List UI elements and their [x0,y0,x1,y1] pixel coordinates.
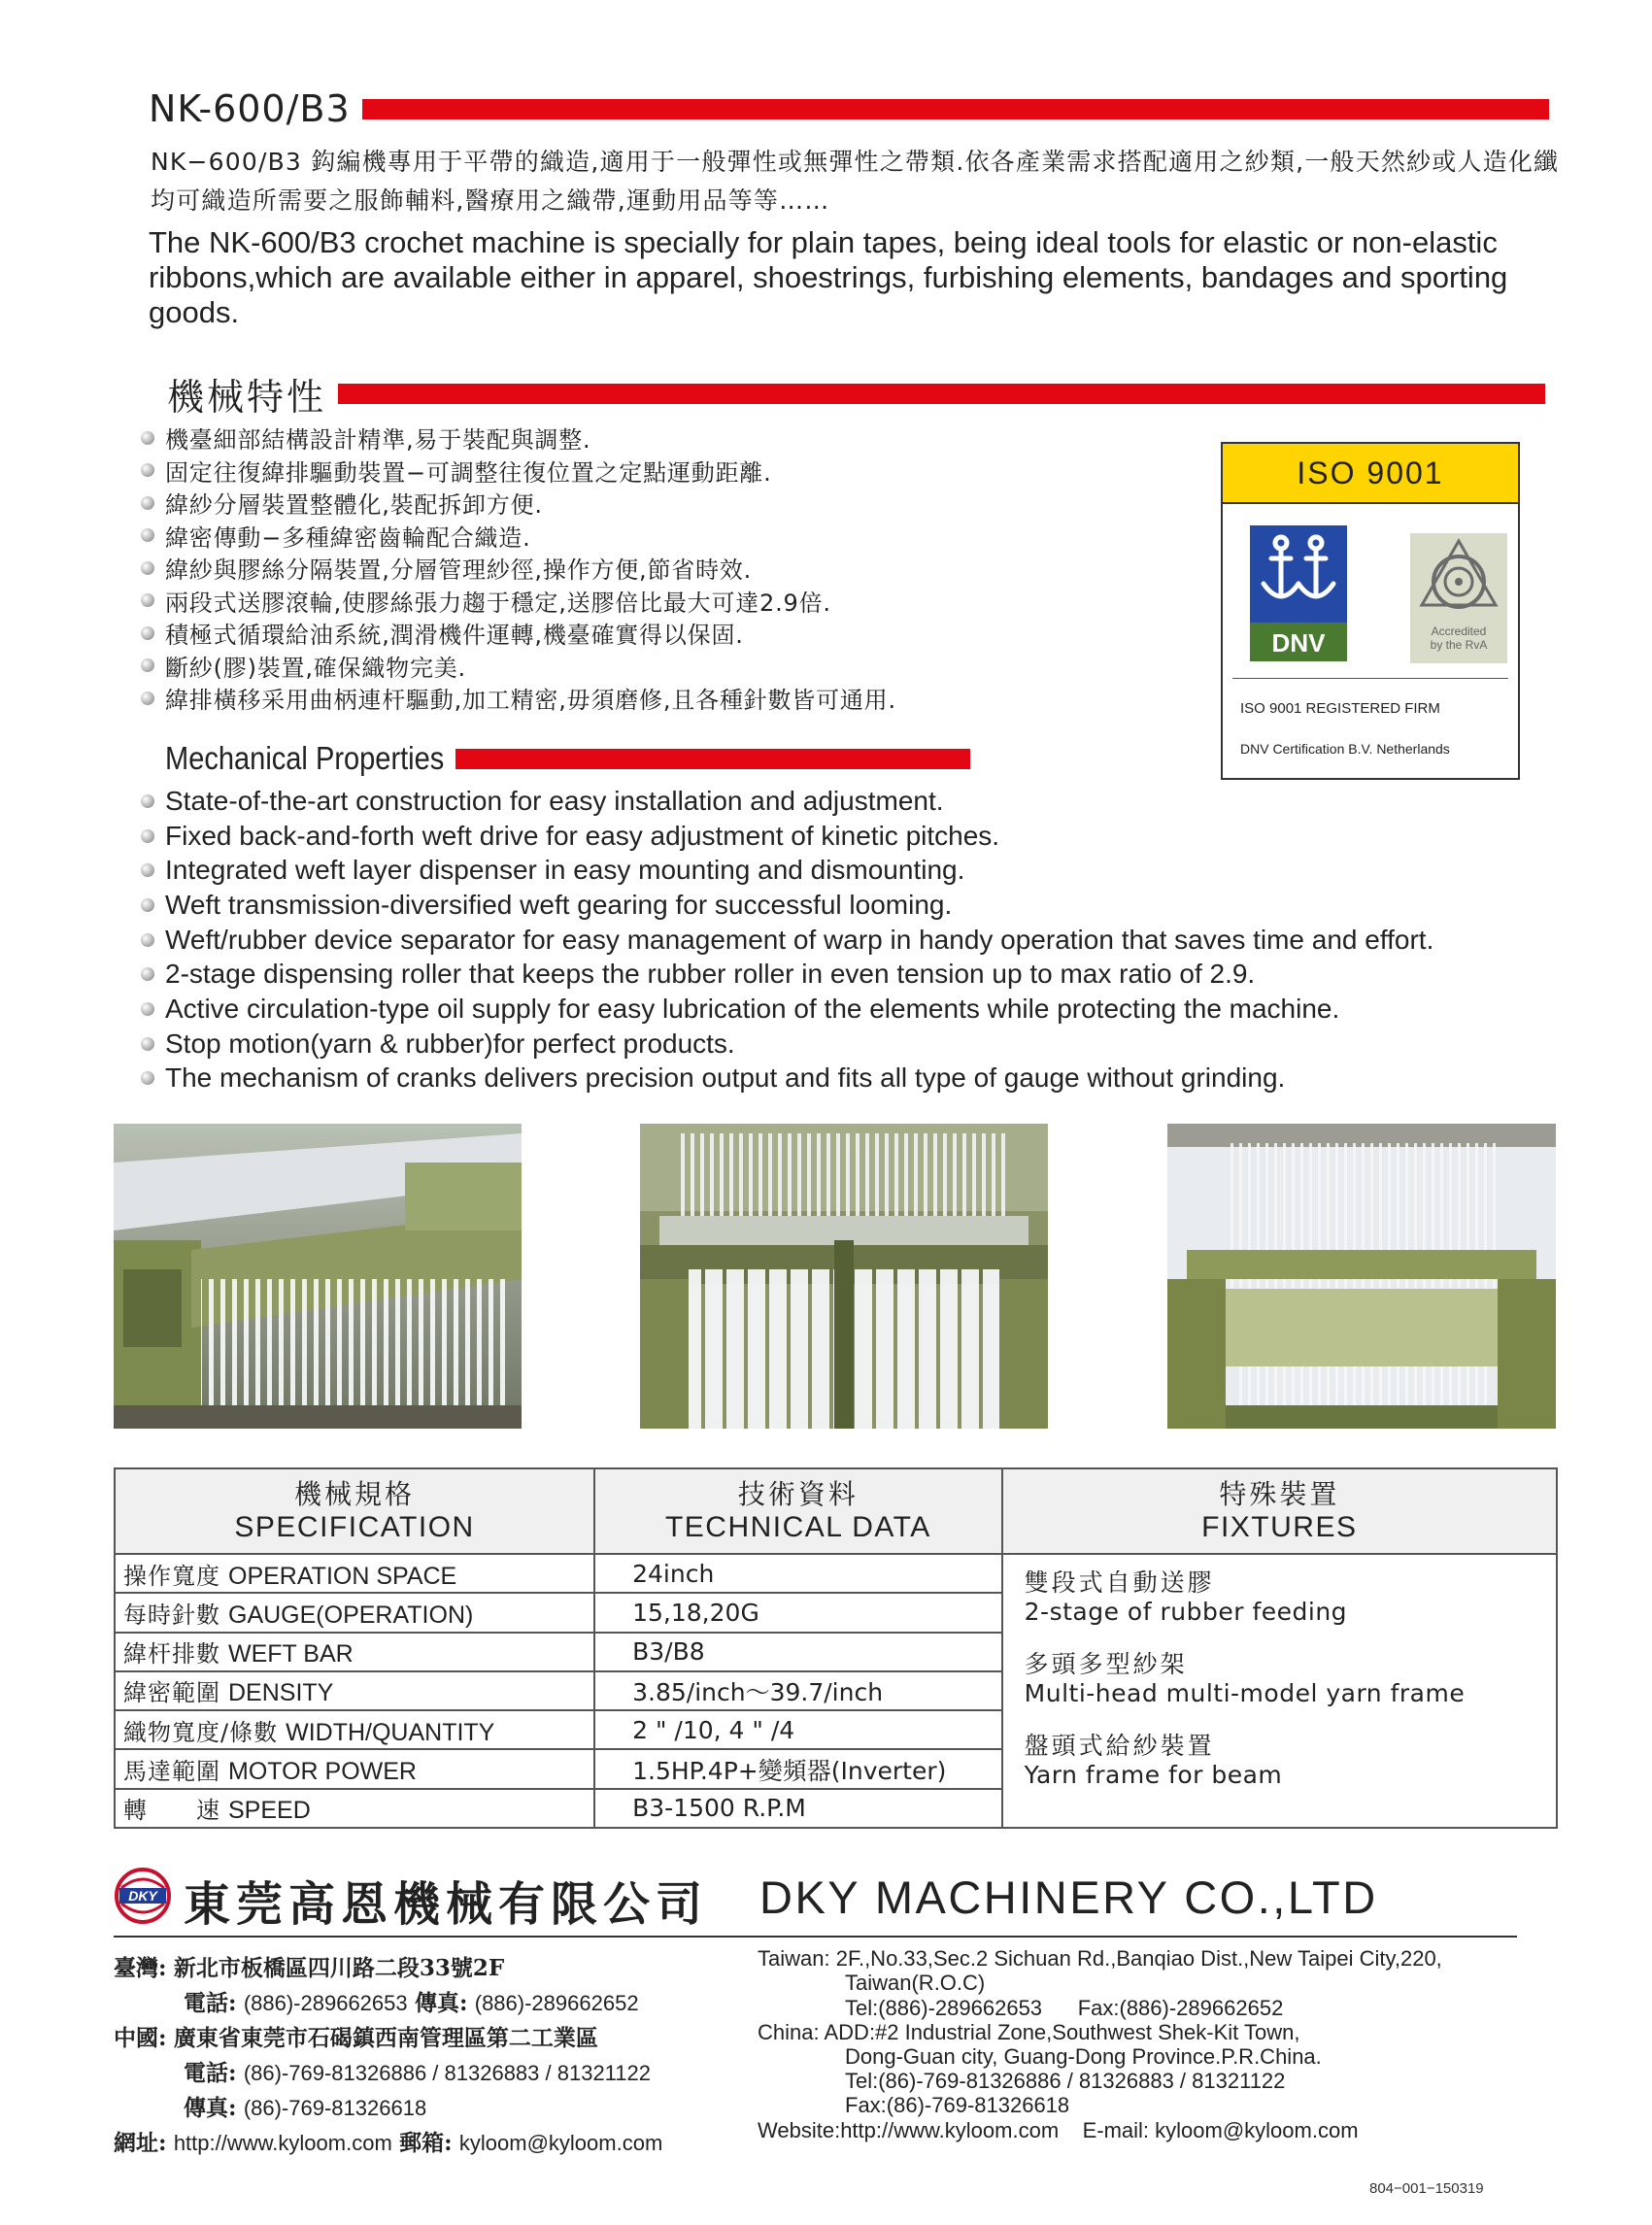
machine-photo-2 [640,1124,1048,1429]
bullet-icon [141,967,154,981]
features-zh-header [167,367,1545,421]
company-name-en: DKY MACHINERY CO.,LTD [759,1871,1378,1923]
features-zh-list [141,421,896,715]
spec-value: 15,18,20G [594,1593,1002,1632]
address-zh-china-phone: 電話: (86)-769-81326886 / 81326883 / 81321122 [184,2060,651,2086]
address-zh-china-fax: 傳真: (86)-769-81326618 [184,2095,427,2121]
address-en-taiwan-2: Taiwan(R.O.C) [845,1971,986,1995]
description-en: The NK-600/B3 crochet machine is specially for plain tapes, being ideal tools for elastic or non-elastic ribbons,which are available either in apparel, shoestrings, furbishing elements, bandages and sporting goods. [149,225,1508,329]
list-item: 積極式循環給油系統,潤滑機件運轉,機臺確實得以保固. [141,617,896,650]
list-item: Weft transmission-diversified weft gearing for successful looming. [141,888,1433,923]
spec-value: B3-1500 R.P.M [594,1789,1002,1828]
address-en-taiwan-phone: Tel:(886)-289662653 Fax:(886)-289662652 [845,1996,1284,2020]
title-accent-bar [362,99,1549,119]
machine-photo-1-image [114,1124,522,1429]
list-item: 兩段式送膠滾輪,使膠絲張力趨于穩定,送膠倍比最大可達2.9倍. [141,585,896,618]
bullet-icon [141,561,154,575]
spec-label: 操作寬度 OPERATION SPACE [115,1554,594,1593]
bullet-icon [141,658,154,672]
spec-value: 1.5HP.4P+變頻器(Inverter) [594,1749,1002,1788]
spec-value: B3/B8 [594,1633,1002,1671]
page-title: NK-600/B3 [149,87,351,130]
spec-value: 2 " /10, 4 " /4 [594,1710,1002,1749]
spec-value: 24inch [594,1554,1002,1593]
bullet-icon [141,829,154,843]
list-item: 斷紗(膠)裝置,確保織物完美. [141,650,896,683]
fixtures-cell [1002,1554,1557,1828]
bullet-icon [141,528,154,542]
list-item: 2-stage dispensing roller that keeps the rubber roller in even tension up to max ratio of 2.9. [141,957,1433,992]
address-zh-china: 中國: 廣東省東莞市石碣鎮西南管理區第二工業區 [114,2025,598,2051]
list-item: Active circulation-type oil supply for easy lubrication of the elements while protecting the machine. [141,992,1433,1027]
spec-table-header [115,1468,1557,1554]
bullet-icon [141,863,154,877]
bullet-icon [141,1037,154,1051]
list-item: State-of-the-art construction for easy installation and adjustment. [141,784,1433,819]
spec-label: 馬達範圍 MOTOR POWER [115,1749,594,1788]
spec-table [114,1467,1558,1829]
iso-logos [1232,504,1508,679]
list-item: 緯紗分層裝置整體化,裝配拆卸方便. [141,487,896,520]
spec-label: 織物寬度/條數 WIDTH/QUANTITY [115,1710,594,1749]
features-en-header [165,740,970,777]
list-item: Weft/rubber device separator for easy management of warp in handy operation that saves time and effort. [141,923,1433,958]
list-item: 固定往復緯排驅動裝置−可調整往復位置之定點運動距離. [141,455,896,488]
list-item: 緯排橫移采用曲柄連杆驅動,加工精密,毋須磨修,且各種針數皆可通用. [141,682,896,715]
address-en-china-phone: Tel:(86)-769-81326886 / 81326883 / 81321122 [845,2069,1286,2093]
website-link[interactable]: http://www.kyloom.com [173,2131,392,2155]
document-code: 804−001−150319 [1369,2180,1484,2197]
address-en-china-fax: Fax:(86)-769-81326618 [845,2093,1070,2117]
bullet-icon [141,1002,154,1016]
bullet-icon [141,691,154,705]
iso-registered-firm: ISO 9001 REGISTERED FIRM [1240,700,1440,717]
company-name-zh: 東莞高恩機械有限公司 [184,1877,709,1932]
bullet-icon [141,431,154,445]
fixture-item: 雙段式自動送膠 2-stage of rubber feeding [1024,1568,1348,1626]
email-link[interactable]: kyloom@kyloom.com [458,2131,663,2155]
spec-label: 緯密範圍 DENSITY [115,1671,594,1710]
features-zh-title: 機械特性 [167,376,327,419]
company-divider [114,1936,1517,1938]
address-en-web: Website:http://www.kyloom.com E-mail: kyloom@kyloom.com [758,2118,1359,2142]
header-fixtures: 特殊裝置 FIXTURES [1002,1468,1557,1554]
table-row [115,1554,1557,1593]
list-item: 緯紗與膠絲分隔裝置,分層管理紗徑,操作方便,節省時效. [141,552,896,585]
address-zh-taiwan-phone: 電話: (886)-289662653 傳真: (886)-289662652 [184,1990,639,2016]
dnv-logo-icon [1250,525,1347,661]
rva-logo [1410,533,1507,663]
bullet-icon [141,1071,154,1085]
fixture-item: 盤頭式給紗裝置 Yarn frame for beam [1024,1732,1283,1789]
list-item: 緯密傳動−多種緯密齒輪配合織造. [141,520,896,553]
address-zh-web: 網址: http://www.kyloom.com 郵箱: kyloom@kyloom.com [114,2130,663,2156]
product-title-header [149,87,1549,130]
features-en-list [141,784,1433,1096]
bullet-icon [141,593,154,607]
list-item: 機臺細部結構設計精準,易于裝配與調整. [141,421,896,455]
features-zh-accent-bar [338,384,1545,404]
iso-header: ISO 9001 [1223,444,1518,504]
features-en-title: Mechanical Properties [165,740,445,776]
list-item: Stop motion(yarn & rubber)for perfect products. [141,1027,1433,1062]
bullet-icon [141,794,154,808]
company-banner [114,1863,1556,1931]
spec-value: 3.85/inch～39.7/inch [594,1671,1002,1710]
list-item: Integrated weft layer dispenser in easy mounting and dismounting. [141,853,1433,888]
dky-logo-icon [114,1867,172,1925]
iso-certification: DNV Certification B.V. Netherlands [1240,741,1450,757]
spec-label: 轉 速 SPEED [115,1789,594,1828]
rva-seal-icon [1410,533,1507,621]
machine-photo-3-image [1167,1124,1556,1429]
bullet-icon [141,933,154,947]
bullet-icon [141,496,154,510]
header-technical-data: 技術資料 TECHNICAL DATA [594,1468,1002,1554]
list-item: The mechanism of cranks delivers precision output and fits all type of gauge without grinding. [141,1062,1433,1096]
address-zh-taiwan: 臺灣: 新北市板橋區四川路二段33號2F [114,1955,505,1981]
bullet-icon [141,463,154,477]
machine-photo-3 [1167,1124,1556,1429]
rva-text: Accredited by the RvA [1430,624,1488,652]
address-en-china: China: ADD:#2 Industrial Zone,Southwest Shek-Kit Town, [758,2020,1300,2044]
bullet-icon [141,898,154,912]
description-zh: NK−600/B3 鈎編機專用于平帶的織造,適用于一般彈性或無彈性之帶類.依各產業需求搭配適用之紗類,一般天然紗或人造化纖均可織造所需要之服飾輔料,醫療用之織帶,運動用品等等…… [151,148,1560,215]
bullet-icon [141,626,154,640]
list-item: Fixed back-and-forth weft drive for easy adjustment of kinetic pitches. [141,819,1433,854]
machine-photo-1 [114,1124,522,1429]
header-specification: 機械規格 SPECIFICATION [115,1468,594,1554]
address-en-china-2: Dong-Guan city, Guang-Dong Province.P.R.China. [845,2044,1322,2069]
features-en-accent-bar [455,749,970,769]
spec-label: 緯杆排數 WEFT BAR [115,1633,594,1671]
address-en-taiwan: Taiwan: 2F.,No.33,Sec.2 Sichuan Rd.,Banqiao Dist.,New Taipei City,220, [758,1946,1442,1971]
iso-certificate-box [1221,442,1520,780]
dky-logo-text: DKY [128,1888,157,1904]
machine-photo-2-image [640,1124,1048,1429]
fixture-item: 多頭多型紗架 Multi-head multi-model yarn frame [1024,1650,1466,1707]
spec-label: 每時針數 GAUGE(OPERATION) [115,1593,594,1632]
dnv-label: DNV [1271,628,1326,657]
